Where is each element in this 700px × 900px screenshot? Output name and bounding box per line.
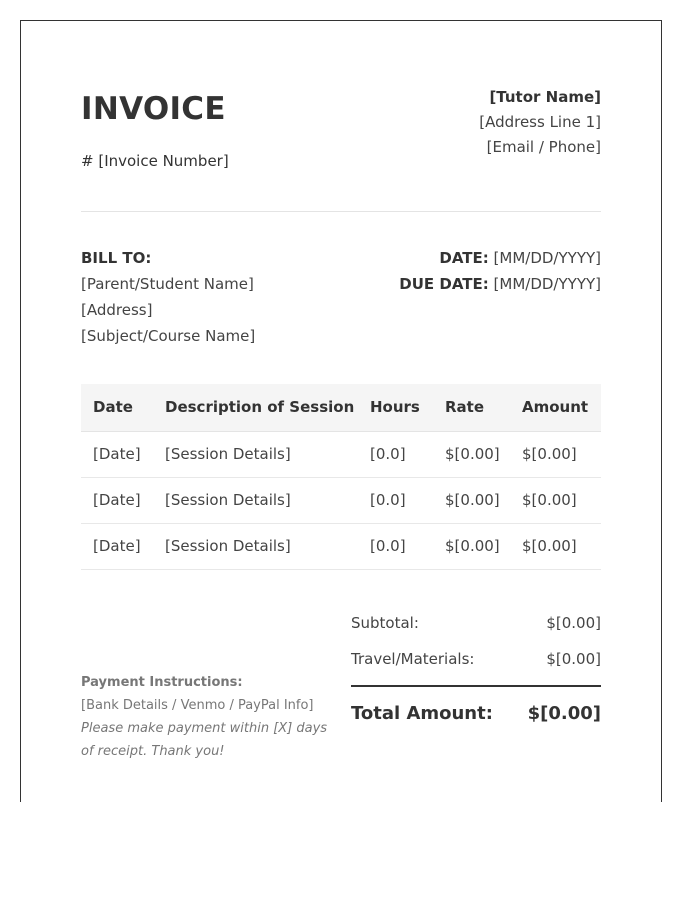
- header-amount: Amount: [510, 384, 601, 431]
- cell-hours: [0.0]: [358, 431, 433, 477]
- table-header-row: [81, 384, 601, 431]
- payment-details: [Bank Details / Venmo / PayPal Info]: [81, 698, 314, 713]
- table-row: [81, 431, 601, 477]
- cell-hours: [0.0]: [358, 523, 433, 569]
- header-hours: Hours: [358, 384, 433, 431]
- header-divider: [81, 211, 601, 212]
- subtotal-row: [351, 605, 601, 641]
- cell-amount: $[0.00]: [510, 523, 601, 569]
- payment-note: Please make payment within [X] days of receipt. Thank you!: [81, 721, 328, 759]
- due-date-value: [MM/DD/YYYY]: [493, 275, 601, 293]
- cell-hours: [0.0]: [358, 477, 433, 523]
- travel-row: [351, 641, 601, 677]
- total-divider: [351, 685, 601, 735]
- cell-amount: $[0.00]: [510, 431, 601, 477]
- payment-instructions: [81, 671, 341, 763]
- tutor-name: [Tutor Name]: [489, 88, 601, 106]
- cell-rate: $[0.00]: [433, 477, 510, 523]
- header-date: Date: [81, 384, 153, 431]
- total-label: Total Amount:: [351, 702, 493, 724]
- due-date-label: DUE DATE:: [399, 275, 489, 293]
- cell-rate: $[0.00]: [433, 523, 510, 569]
- travel-value: $[0.00]: [546, 650, 601, 668]
- cell-description: [Session Details]: [153, 431, 358, 477]
- invoice-title: INVOICE: [81, 91, 226, 127]
- total-value: $[0.00]: [527, 702, 601, 724]
- tutor-info: [479, 85, 601, 160]
- totals-block: [351, 605, 601, 735]
- table-row: [81, 523, 601, 569]
- date-label: DATE:: [439, 249, 489, 267]
- cell-date: [Date]: [81, 477, 153, 523]
- total-row: [351, 691, 601, 735]
- sessions-table: [81, 384, 601, 570]
- cell-amount: $[0.00]: [510, 477, 601, 523]
- cell-date: [Date]: [81, 431, 153, 477]
- cell-rate: $[0.00]: [433, 431, 510, 477]
- dates-block: [399, 245, 601, 297]
- due-date-line: [399, 271, 601, 297]
- cell-description: [Session Details]: [153, 477, 358, 523]
- date-line: [399, 245, 601, 271]
- travel-label: Travel/Materials:: [351, 650, 475, 668]
- invoice-number: # [Invoice Number]: [81, 152, 229, 170]
- table-row: [81, 477, 601, 523]
- date-value: [MM/DD/YYYY]: [493, 249, 601, 267]
- bill-to-name: [Parent/Student Name]: [81, 275, 254, 293]
- payment-title: Payment Instructions:: [81, 675, 243, 690]
- header-rate: Rate: [433, 384, 510, 431]
- subtotal-label: Subtotal:: [351, 614, 419, 632]
- bill-to-block: [81, 245, 255, 349]
- cell-date: [Date]: [81, 523, 153, 569]
- bill-to-subject: [Subject/Course Name]: [81, 327, 256, 345]
- bill-to-address: [Address]: [81, 301, 153, 319]
- tutor-address: [Address Line 1]: [479, 113, 601, 131]
- bill-to-label: BILL TO:: [81, 249, 152, 267]
- subtotal-value: $[0.00]: [546, 614, 601, 632]
- header-description: Description of Session: [153, 384, 358, 431]
- tutor-contact: [Email / Phone]: [486, 138, 601, 156]
- invoice-page: [20, 20, 662, 802]
- cell-description: [Session Details]: [153, 523, 358, 569]
